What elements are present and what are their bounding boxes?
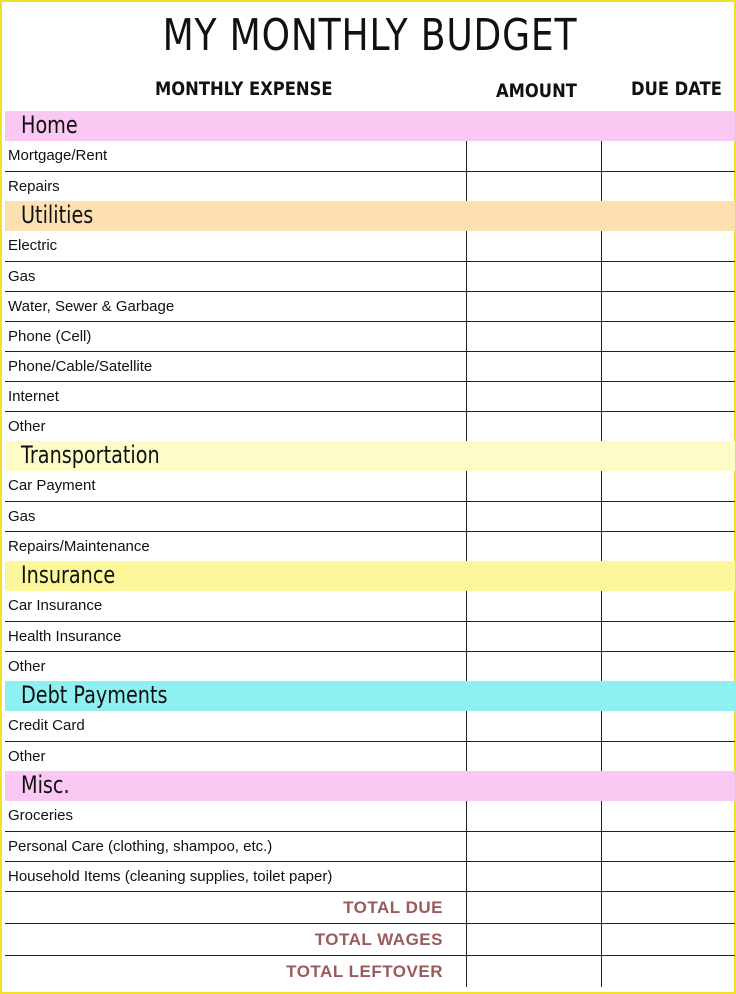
category-title: Insurance bbox=[21, 561, 116, 589]
column-header-expense: MONTHLY EXPENSE bbox=[155, 78, 333, 100]
page-title: MY MONTHLY BUDGET bbox=[162, 10, 578, 61]
amount-cell[interactable] bbox=[466, 742, 467, 771]
expense-row bbox=[5, 621, 735, 651]
due-date-cell[interactable] bbox=[601, 591, 602, 621]
total-amount-cell[interactable] bbox=[466, 892, 467, 923]
amount-cell[interactable] bbox=[466, 502, 467, 531]
due-date-cell[interactable] bbox=[601, 801, 602, 831]
amount-cell[interactable] bbox=[466, 382, 467, 411]
expense-row bbox=[5, 741, 735, 771]
category-header-utilities bbox=[5, 201, 735, 231]
expense-label: Phone/Cable/Satellite bbox=[8, 358, 153, 375]
total-label: TOTAL WAGES bbox=[314, 930, 443, 949]
expense-label: Personal Care (clothing, shampoo, etc.) bbox=[8, 838, 273, 855]
expense-label: Groceries bbox=[8, 807, 74, 824]
due-date-cell[interactable] bbox=[601, 532, 602, 561]
amount-cell[interactable] bbox=[466, 622, 467, 651]
expense-label: Car Insurance bbox=[8, 597, 103, 614]
category-header-home bbox=[5, 111, 735, 141]
expense-label: Gas bbox=[8, 508, 36, 525]
expense-row bbox=[5, 141, 735, 171]
category-title: Transportation bbox=[21, 441, 160, 469]
amount-cell[interactable] bbox=[466, 801, 467, 831]
due-date-cell[interactable] bbox=[601, 471, 602, 501]
due-date-cell[interactable] bbox=[601, 322, 602, 351]
expense-row bbox=[5, 501, 735, 531]
amount-cell[interactable] bbox=[466, 352, 467, 381]
due-date-cell[interactable] bbox=[601, 652, 602, 681]
expense-row bbox=[5, 471, 735, 501]
total-label: TOTAL DUE bbox=[343, 898, 443, 917]
expense-row bbox=[5, 711, 735, 741]
expense-row bbox=[5, 171, 735, 201]
category-title: Misc. bbox=[21, 771, 70, 799]
category-header-misc bbox=[5, 771, 735, 801]
due-date-cell[interactable] bbox=[601, 231, 602, 261]
expense-label: Gas bbox=[8, 268, 36, 285]
expense-row bbox=[5, 381, 735, 411]
total-label: TOTAL LEFTOVER bbox=[286, 962, 443, 981]
expense-label: Car Payment bbox=[8, 477, 96, 494]
expense-row bbox=[5, 261, 735, 291]
total-row bbox=[5, 891, 735, 923]
total-amount-cell[interactable] bbox=[466, 924, 467, 955]
total-due-date-cell[interactable] bbox=[601, 892, 602, 923]
category-title: Debt Payments bbox=[21, 681, 168, 709]
due-date-cell[interactable] bbox=[601, 862, 602, 891]
expense-row bbox=[5, 291, 735, 321]
expense-label: Other bbox=[8, 658, 46, 675]
due-date-cell[interactable] bbox=[601, 262, 602, 291]
due-date-cell[interactable] bbox=[601, 412, 602, 441]
expense-label: Health Insurance bbox=[8, 628, 122, 645]
due-date-cell[interactable] bbox=[601, 502, 602, 531]
expense-label: Household Items (cleaning supplies, toilet paper) bbox=[8, 868, 333, 885]
expense-label: Internet bbox=[8, 388, 59, 405]
expense-label: Credit Card bbox=[8, 717, 85, 734]
due-date-cell[interactable] bbox=[601, 292, 602, 321]
expense-row bbox=[5, 321, 735, 351]
due-date-cell[interactable] bbox=[601, 352, 602, 381]
expense-row bbox=[5, 861, 735, 891]
total-row bbox=[5, 955, 735, 987]
total-amount-cell[interactable] bbox=[466, 956, 467, 987]
amount-cell[interactable] bbox=[466, 711, 467, 741]
total-due-date-cell[interactable] bbox=[601, 924, 602, 955]
expense-label: Repairs bbox=[8, 178, 60, 195]
amount-cell[interactable] bbox=[466, 591, 467, 621]
amount-cell[interactable] bbox=[466, 231, 467, 261]
expense-row bbox=[5, 351, 735, 381]
expense-label: Phone (Cell) bbox=[8, 328, 92, 345]
due-date-cell[interactable] bbox=[601, 141, 602, 171]
category-title: Home bbox=[21, 111, 78, 139]
expense-row bbox=[5, 231, 735, 261]
category-header-transportation bbox=[5, 441, 735, 471]
expense-row bbox=[5, 651, 735, 681]
due-date-cell[interactable] bbox=[601, 172, 602, 201]
amount-cell[interactable] bbox=[466, 532, 467, 561]
expense-row bbox=[5, 411, 735, 441]
expense-row bbox=[5, 531, 735, 561]
total-due-date-cell[interactable] bbox=[601, 956, 602, 987]
category-header-insurance bbox=[5, 561, 735, 591]
due-date-cell[interactable] bbox=[601, 742, 602, 771]
expense-label: Other bbox=[8, 748, 46, 765]
column-header-due-date: DUE DATE bbox=[631, 78, 722, 100]
due-date-cell[interactable] bbox=[601, 711, 602, 741]
expense-label: Other bbox=[8, 418, 46, 435]
category-title: Utilities bbox=[21, 201, 94, 229]
expense-row bbox=[5, 801, 735, 831]
amount-cell[interactable] bbox=[466, 862, 467, 891]
column-header-amount: AMOUNT bbox=[496, 80, 577, 102]
amount-cell[interactable] bbox=[466, 471, 467, 501]
amount-cell[interactable] bbox=[466, 172, 467, 201]
category-header-debt bbox=[5, 681, 735, 711]
expense-label: Repairs/Maintenance bbox=[8, 538, 150, 555]
expense-label: Mortgage/Rent bbox=[8, 147, 108, 164]
amount-cell[interactable] bbox=[466, 262, 467, 291]
amount-cell[interactable] bbox=[466, 141, 467, 171]
amount-cell[interactable] bbox=[466, 652, 467, 681]
amount-cell[interactable] bbox=[466, 412, 467, 441]
amount-cell[interactable] bbox=[466, 322, 467, 351]
amount-cell[interactable] bbox=[466, 832, 467, 861]
expense-row bbox=[5, 591, 735, 621]
due-date-cell[interactable] bbox=[601, 622, 602, 651]
expense-row bbox=[5, 831, 735, 861]
due-date-cell[interactable] bbox=[601, 832, 602, 861]
budget-table bbox=[5, 111, 735, 987]
total-row bbox=[5, 923, 735, 955]
amount-cell[interactable] bbox=[466, 292, 467, 321]
due-date-cell[interactable] bbox=[601, 382, 602, 411]
expense-label: Electric bbox=[8, 237, 58, 254]
expense-label: Water, Sewer & Garbage bbox=[8, 298, 175, 315]
